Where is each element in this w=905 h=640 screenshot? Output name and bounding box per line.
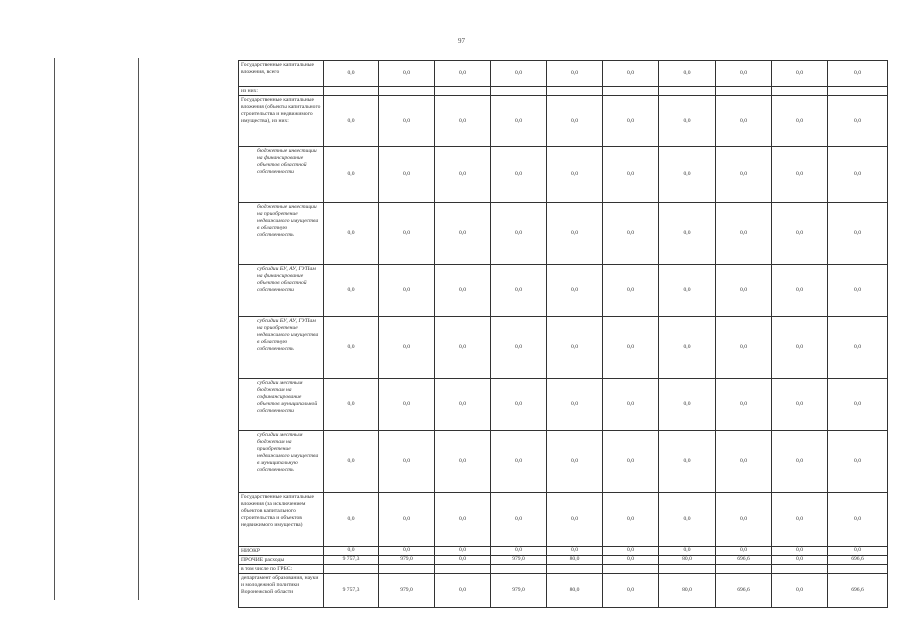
value-cell: 0,0 — [828, 493, 888, 547]
value-cell: 0,0 — [324, 96, 379, 147]
value-cell: 0,0 — [491, 265, 547, 317]
row-label: Государственные капитальные вложения (за исключением объектов капитального строительства и объектов недвижимого имущества) — [239, 493, 324, 547]
value-cell: 0,0 — [716, 147, 772, 203]
value-cell: 0,0 — [491, 493, 547, 547]
value-cell: 0,0 — [324, 147, 379, 203]
value-cell: 0,0 — [603, 317, 659, 379]
value-cell: 0,0 — [379, 265, 435, 317]
page-number: 97 — [458, 37, 465, 45]
value-cell: 0,0 — [324, 547, 379, 556]
left-margin-rule — [54, 58, 55, 600]
table-row — [239, 547, 888, 556]
value-cell: 0,0 — [603, 379, 659, 431]
value-cell: 80,0 — [659, 556, 716, 565]
value-cell: 0,0 — [435, 96, 491, 147]
row-label: субсидии местным бюджетам на софинансирование объектов муниципальной собственности — [239, 379, 324, 431]
value-cell: 0,0 — [716, 96, 772, 147]
value-cell — [491, 565, 547, 574]
value-cell: 80,0 — [659, 574, 716, 608]
value-cell: 696,6 — [716, 574, 772, 608]
table-row — [239, 493, 888, 547]
value-cell: 0,0 — [435, 574, 491, 608]
value-cell: 0,0 — [547, 493, 603, 547]
value-cell: 0,0 — [491, 547, 547, 556]
value-cell: 0,0 — [603, 493, 659, 547]
value-cell: 0,0 — [772, 203, 828, 265]
value-cell: 0,0 — [491, 96, 547, 147]
value-cell: 0,0 — [491, 379, 547, 431]
value-cell: 0,0 — [828, 61, 888, 87]
value-cell: 0,0 — [716, 61, 772, 87]
value-cell: 0,0 — [547, 379, 603, 431]
value-cell — [603, 87, 659, 96]
value-cell: 0,0 — [379, 96, 435, 147]
value-cell: 0,0 — [547, 203, 603, 265]
value-cell: 0,0 — [772, 96, 828, 147]
value-cell — [379, 87, 435, 96]
value-cell — [379, 565, 435, 574]
value-cell: 979,0 — [491, 556, 547, 565]
value-cell: 0,0 — [603, 547, 659, 556]
value-cell: 0,0 — [772, 147, 828, 203]
value-cell: 0,0 — [435, 265, 491, 317]
value-cell: 0,0 — [603, 61, 659, 87]
value-cell: 0,0 — [547, 61, 603, 87]
value-cell: 696,6 — [828, 574, 888, 608]
value-cell: 0,0 — [603, 147, 659, 203]
table-row — [239, 317, 888, 379]
value-cell: 696,6 — [828, 556, 888, 565]
value-cell: 0,0 — [772, 556, 828, 565]
row-label: ПРОЧИЕ расходы — [239, 556, 324, 565]
value-cell: 9 757,3 — [324, 574, 379, 608]
value-cell: 979,0 — [379, 556, 435, 565]
value-cell: 0,0 — [379, 547, 435, 556]
row-label: бюджетные инвестиции на приобретение недвижимого имущества в областную собственность — [239, 203, 324, 265]
value-cell: 0,0 — [435, 317, 491, 379]
value-cell — [603, 565, 659, 574]
value-cell: 0,0 — [379, 317, 435, 379]
value-cell: 0,0 — [772, 317, 828, 379]
value-cell: 0,0 — [659, 379, 716, 431]
value-cell — [772, 565, 828, 574]
table-row — [239, 379, 888, 431]
value-cell: 0,0 — [491, 61, 547, 87]
value-cell: 0,0 — [659, 61, 716, 87]
value-cell: 0,0 — [659, 265, 716, 317]
value-cell: 0,0 — [603, 203, 659, 265]
value-cell: 0,0 — [828, 96, 888, 147]
table-row — [239, 147, 888, 203]
row-label: из них: — [239, 87, 324, 96]
table-row — [239, 87, 888, 96]
value-cell: 696,6 — [716, 556, 772, 565]
value-cell: 0,0 — [379, 493, 435, 547]
value-cell: 0,0 — [659, 493, 716, 547]
value-cell: 0,0 — [772, 379, 828, 431]
value-cell: 80,0 — [547, 574, 603, 608]
value-cell — [547, 565, 603, 574]
value-cell: 0,0 — [324, 493, 379, 547]
value-cell: 0,0 — [716, 493, 772, 547]
value-cell: 0,0 — [379, 203, 435, 265]
value-cell: 0,0 — [828, 265, 888, 317]
value-cell: 0,0 — [324, 431, 379, 493]
value-cell: 0,0 — [435, 61, 491, 87]
table-row — [239, 61, 888, 87]
value-cell — [716, 565, 772, 574]
value-cell — [659, 565, 716, 574]
table-row — [239, 565, 888, 574]
value-cell — [491, 87, 547, 96]
value-cell: 0,0 — [435, 379, 491, 431]
value-cell: 80,0 — [547, 556, 603, 565]
value-cell — [772, 87, 828, 96]
row-label: Государственные капитальные вложения, всего — [239, 61, 324, 87]
value-cell: 0,0 — [547, 147, 603, 203]
value-cell: 0,0 — [603, 431, 659, 493]
value-cell: 0,0 — [324, 265, 379, 317]
row-label: в том числе по ГРБС: — [239, 565, 324, 574]
value-cell: 0,0 — [547, 317, 603, 379]
value-cell: 0,0 — [828, 547, 888, 556]
value-cell: 0,0 — [828, 317, 888, 379]
value-cell — [659, 87, 716, 96]
value-cell — [828, 87, 888, 96]
value-cell: 0,0 — [716, 317, 772, 379]
value-cell: 0,0 — [659, 203, 716, 265]
value-cell: 0,0 — [772, 574, 828, 608]
value-cell: 0,0 — [435, 147, 491, 203]
table-row — [239, 265, 888, 317]
value-cell: 0,0 — [772, 61, 828, 87]
value-cell: 0,0 — [716, 265, 772, 317]
value-cell: 0,0 — [547, 96, 603, 147]
table-row — [239, 96, 888, 147]
value-cell: 0,0 — [828, 431, 888, 493]
value-cell: 0,0 — [603, 96, 659, 147]
value-cell: 0,0 — [491, 317, 547, 379]
value-cell: 0,0 — [828, 147, 888, 203]
value-cell: 0,0 — [772, 431, 828, 493]
value-cell: 0,0 — [716, 547, 772, 556]
row-label: бюджетные инвестиции на финансирование объектов областной собственности — [239, 147, 324, 203]
value-cell: 0,0 — [772, 493, 828, 547]
value-cell: 0,0 — [435, 493, 491, 547]
value-cell — [716, 87, 772, 96]
table-row — [239, 203, 888, 265]
value-cell: 9 757,3 — [324, 556, 379, 565]
value-cell: 0,0 — [379, 147, 435, 203]
value-cell: 0,0 — [379, 61, 435, 87]
table-row — [239, 556, 888, 565]
value-cell: 0,0 — [435, 431, 491, 493]
row-label: субсидии местным бюджетам на приобретение недвижимого имущества в муниципальную собственность — [239, 431, 324, 493]
value-cell: 0,0 — [603, 574, 659, 608]
value-cell: 0,0 — [659, 96, 716, 147]
row-label: Государственные капитальные вложения (объекты капитального строительства и недвижимого имущества), из них: — [239, 96, 324, 147]
value-cell: 0,0 — [716, 203, 772, 265]
value-cell: 0,0 — [379, 379, 435, 431]
value-cell: 0,0 — [547, 547, 603, 556]
value-cell: 0,0 — [603, 556, 659, 565]
row-label: субсидии БУ, АУ, ГУПам на приобретение недвижимого имущества в областную собственность — [239, 317, 324, 379]
value-cell: 0,0 — [491, 431, 547, 493]
value-cell: 0,0 — [716, 431, 772, 493]
value-cell: 0,0 — [435, 556, 491, 565]
value-cell: 0,0 — [324, 317, 379, 379]
value-cell: 0,0 — [547, 265, 603, 317]
value-cell: 979,0 — [379, 574, 435, 608]
value-cell: 0,0 — [491, 203, 547, 265]
value-cell — [547, 87, 603, 96]
value-cell: 0,0 — [659, 317, 716, 379]
row-label: департамент образования, науки и молодежной политики Воронежской области — [239, 574, 324, 608]
row-label: НИОКР — [239, 547, 324, 556]
value-cell — [828, 565, 888, 574]
value-cell: 0,0 — [435, 203, 491, 265]
value-cell: 0,0 — [772, 265, 828, 317]
value-cell: 0,0 — [435, 547, 491, 556]
value-cell — [435, 565, 491, 574]
table-row — [239, 431, 888, 493]
value-cell: 0,0 — [716, 379, 772, 431]
value-cell: 979,0 — [491, 574, 547, 608]
value-cell — [324, 565, 379, 574]
value-cell: 0,0 — [659, 147, 716, 203]
value-cell: 0,0 — [659, 431, 716, 493]
table-row — [239, 574, 888, 608]
value-cell: 0,0 — [547, 431, 603, 493]
value-cell: 0,0 — [491, 147, 547, 203]
value-cell: 0,0 — [828, 379, 888, 431]
value-cell: 0,0 — [324, 379, 379, 431]
value-cell: 0,0 — [324, 61, 379, 87]
capital-investment-table — [238, 60, 888, 608]
value-cell: 0,0 — [772, 547, 828, 556]
value-cell — [435, 87, 491, 96]
value-cell — [324, 87, 379, 96]
value-cell: 0,0 — [659, 547, 716, 556]
value-cell: 0,0 — [379, 431, 435, 493]
column-divider-rule — [138, 58, 139, 600]
value-cell: 0,0 — [324, 203, 379, 265]
value-cell: 0,0 — [603, 265, 659, 317]
value-cell: 0,0 — [828, 203, 888, 265]
row-label: субсидии БУ, АУ, ГУПам на финансирование объектов областной собственности — [239, 265, 324, 317]
